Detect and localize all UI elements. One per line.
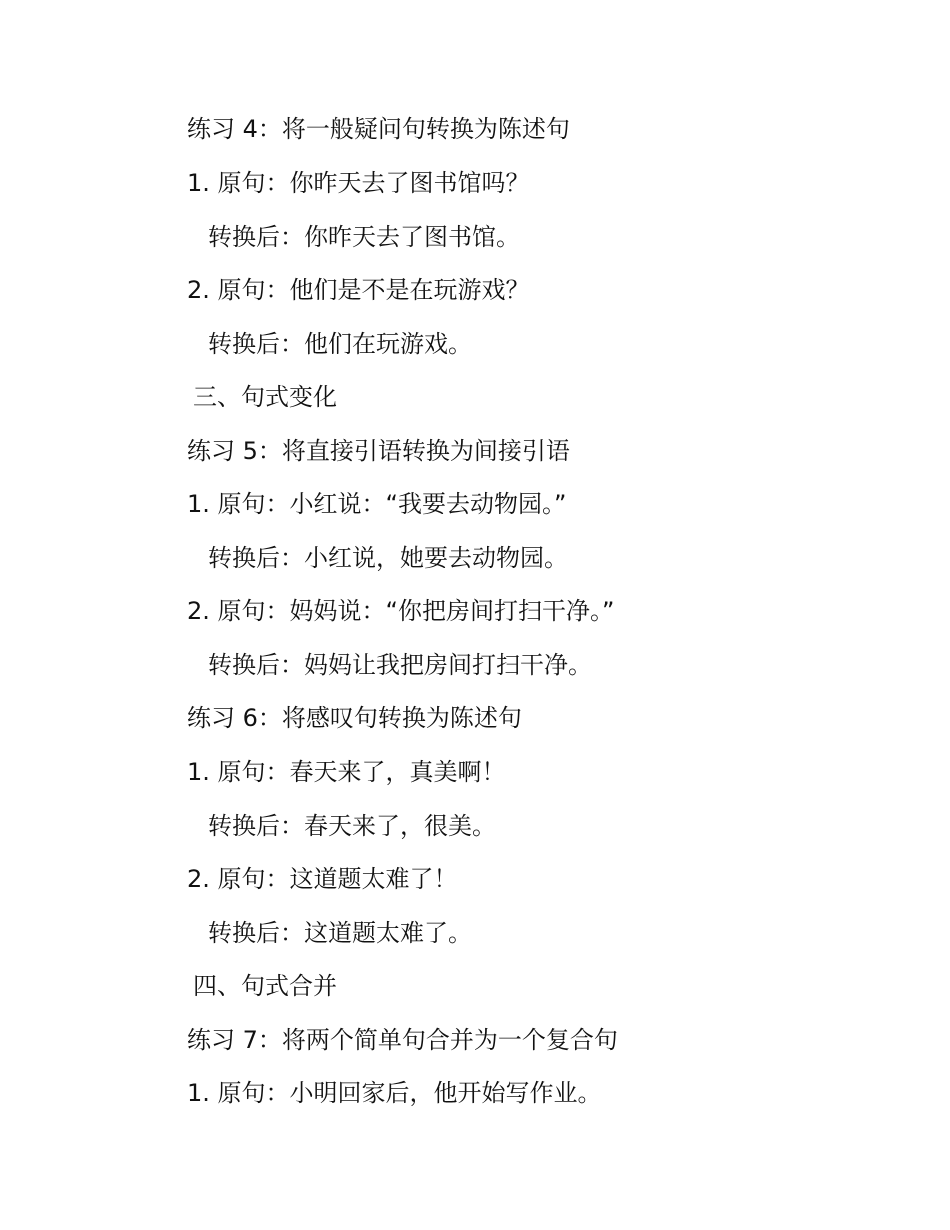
exercise-7-heading: 练习 7：将两个简单句合并为一个复合句 (187, 1026, 618, 1054)
section-3-heading: 三、句式变化 (193, 383, 337, 411)
exercise-6-item-2-converted: 转换后：这道题太难了。 (208, 919, 472, 947)
exercise-5-item-1-original: 1. 原句：小红说：“我要去动物园。” (187, 490, 567, 518)
exercise-5-heading: 练习 5：将直接引语转换为间接引语 (187, 437, 570, 465)
exercise-6-item-2-original: 2. 原句：这道题太难了！ (187, 865, 458, 893)
exercise-4-item-2-converted: 转换后：他们在玩游戏。 (208, 330, 472, 358)
exercise-5-item-2-original: 2. 原句：妈妈说：“你把房间打扫干净。” (187, 597, 615, 625)
exercise-6-item-1-converted: 转换后：春天来了，很美。 (208, 812, 496, 840)
exercise-7-item-1-original: 1. 原句：小明回家后，他开始写作业。 (187, 1079, 602, 1107)
exercise-5-item-2-converted: 转换后：妈妈让我把房间打扫干净。 (208, 651, 592, 679)
exercise-4-item-1-converted: 转换后：你昨天去了图书馆。 (208, 223, 520, 251)
exercise-4-heading: 练习 4：将一般疑问句转换为陈述句 (187, 115, 570, 143)
exercise-6-item-1-original: 1. 原句：春天来了，真美啊！ (187, 758, 506, 786)
exercise-6-heading: 练习 6：将感叹句转换为陈述句 (187, 704, 522, 732)
exercise-4-item-1-original: 1. 原句：你昨天去了图书馆吗？ (187, 169, 530, 197)
exercise-4-item-2-original: 2. 原句：他们是不是在玩游戏？ (187, 276, 530, 304)
section-4-heading: 四、句式合并 (193, 972, 337, 1000)
exercise-5-item-1-converted: 转换后：小红说，她要去动物园。 (208, 544, 568, 572)
